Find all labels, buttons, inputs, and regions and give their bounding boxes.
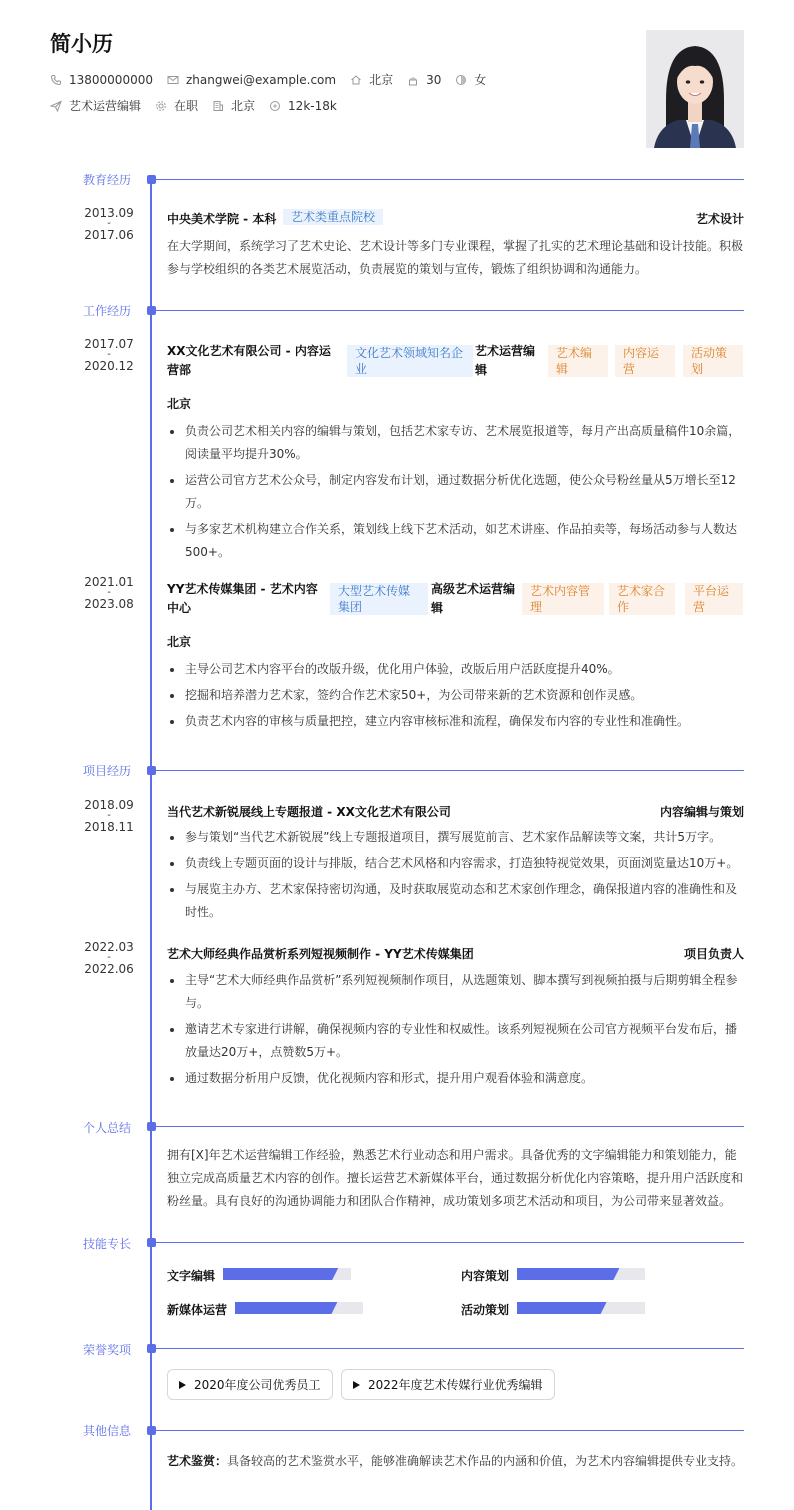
skill-bar [223,1268,351,1280]
skill-bar-fill [235,1302,337,1314]
work-skill-tag: 平台运营 [685,583,743,615]
section-marker [147,1238,156,1247]
list-item: 运营公司官方艺术公众号，制定内容发布计划，通过数据分析优化选题，使公众号粉丝量从5万增长至12万。 [167,469,744,515]
project-date: 2022.03 - 2022.06 [84,940,134,976]
section-title-work: 工作经历 [83,304,132,318]
work-skill-tag: 内容运营 [615,345,675,377]
education-tag: 艺术类重点院校 [283,209,383,225]
award-item [341,1369,555,1400]
skill-bar [517,1268,645,1280]
age-item [407,73,441,87]
section-marker [147,1122,156,1131]
date-start: 2013.09 [84,206,134,220]
education-title: 中央美术学院 - 本科 [167,212,277,226]
work-role: 高级艺术运营编辑 [431,582,516,615]
date-start: 2018.09 [84,798,134,812]
education-description: 在大学期间，系统学习了艺术史论、艺术设计等多门专业课程，掌握了扎实的艺术理论基础和设计技能。积极参与学校组织的各类艺术展览活动，负责展览的策划与宣传，锻炼了组织协调和沟通能力。 [167,239,744,276]
section-divider [156,310,744,311]
send-icon [50,100,62,112]
skill-bar-fill [517,1268,619,1280]
section-divider [156,1126,744,1127]
timeline-line [150,178,152,1510]
email-item [167,73,336,87]
other-label: 艺术鉴赏： [167,1454,228,1468]
play-icon [179,1381,186,1389]
work-location: 北京 [167,635,192,649]
section-divider [156,1430,744,1431]
list-item: 负责艺术内容的审核与质量把控，建立内容审核标准和流程，确保发布内容的专业性和准确性。 [167,710,744,733]
section-marker [147,1344,156,1353]
work-skill-tag: 活动策划 [683,345,743,377]
project-title: 当代艺术新锐展线上专题报道 - XX文化艺术有限公司 [167,805,451,819]
education-date: 2013.09 - 2017.06 [84,206,134,242]
position-text: 艺术运营编辑 [69,99,142,113]
work-location: 北京 [167,397,192,411]
date-start: 2022.03 [84,940,134,954]
city-text: 北京 [369,73,394,87]
section-marker [147,1426,156,1435]
work-title: YY艺术传媒集团 - 艺术内容中心 [167,582,318,615]
work-bullets [167,658,744,736]
gear-icon [155,100,167,112]
list-item: 与展览主办方、艺术家保持密切沟通，及时获取展览动态和艺术家创作理念，确保报道内容的准确性和及时性。 [167,878,744,924]
date-start: 2017.07 [84,337,134,351]
date-end: 2022.06 [84,962,134,976]
other-info [167,1452,743,1469]
date-end: 2017.06 [84,228,134,242]
work-bullets [167,420,744,567]
project-bullets [167,826,744,927]
list-item: 参与策划“当代艺术新锐展”线上专题报道项目，撰写展览前言、艺术家作品解读等文案，共计5万字。 [167,826,744,849]
section-title-other: 其他信息 [83,1424,132,1438]
date-start: 2021.01 [84,575,134,589]
work-city-text: 北京 [231,99,256,113]
skill-name: 活动策划 [461,1303,510,1317]
skill-bar-fill [223,1268,338,1280]
work-skill-tag: 艺术内容管理 [522,583,604,615]
status-item [155,97,198,114]
skill-name: 新媒体运营 [167,1303,228,1317]
skill-name: 内容策划 [461,1269,510,1283]
phone-item [50,73,153,87]
skill-name: 文字编辑 [167,1269,216,1283]
city-item [350,71,393,88]
gender-item [455,71,486,88]
section-marker [147,175,156,184]
project-date: 2018.09 - 2018.11 [84,798,134,834]
email-text: zhangwei@example.com [185,72,337,87]
award-item [167,1369,333,1400]
list-item: 挖掘和培养潜力艺术家，签约合作艺术家50+，为公司带来新的艺术资源和创作灵感。 [167,684,744,707]
work-company-tag: 文化艺术领域知名企业 [347,345,473,377]
date-end: 2020.12 [84,359,134,373]
section-title-awards: 荣誉奖项 [83,1343,132,1357]
project-role: 项目负责人 [683,947,744,961]
gender-icon [455,74,467,86]
award-text: 2022年度艺术传媒行业优秀编辑 [368,1378,543,1392]
project-role: 内容编辑与策划 [659,805,744,819]
work-role: 艺术运营编辑 [475,344,536,377]
status-text: 在职 [174,99,199,113]
age-text: 30 [426,72,442,87]
section-divider [156,179,744,180]
work-company-tag: 大型艺术传媒集团 [330,583,428,615]
date-end: 2018.11 [84,820,134,834]
other-text: 具备较高的艺术鉴赏水平，能够准确解读艺术作品的内涵和价值，为艺术内容编辑提供专业支持。 [227,1454,744,1468]
list-item: 负责公司艺术相关内容的编辑与策划，包括艺术家专访、艺术展览报道等，每月产出高质量稿件10余篇，阅读量平均提升30%。 [167,420,744,466]
section-title-summary: 个人总结 [83,1121,132,1135]
section-divider [156,1348,744,1349]
section-title-skills: 技能专长 [83,1237,132,1251]
work-date: 2017.07 - 2020.12 [84,337,134,373]
work-skill-tag: 艺术家合作 [609,583,675,615]
phone-text: 13800000000 [69,72,153,87]
coin-icon [269,100,281,112]
salary-item [269,99,337,113]
list-item: 通过数据分析用户反馈，优化视频内容和形式，提升用户观看体验和满意度。 [167,1067,744,1090]
list-item: 主导公司艺术内容平台的改版升级，优化用户体验，改版后用户活跃度提升40%。 [167,658,744,681]
work-title: XX文化艺术有限公司 - 内容运营部 [167,344,331,377]
age-icon [407,74,419,86]
education-major: 艺术设计 [695,212,744,226]
resume-name: 简小历 [50,32,113,56]
project-title: 艺术大师经典作品赏析系列短视频制作 - YY艺术传媒集团 [167,947,474,961]
building-icon [212,100,224,112]
skill-bar [517,1302,645,1314]
profile-photo [646,30,744,148]
section-title-education: 教育经历 [83,173,132,187]
section-marker [147,766,156,775]
work-city-item [212,97,255,114]
home-icon [350,74,362,86]
job-intent-row [50,97,351,114]
award-text: 2020年度公司优秀员工 [194,1378,321,1392]
section-title-projects: 项目经历 [83,764,132,778]
contact-row [50,71,500,88]
gender-text: 女 [474,73,487,87]
skill-bar [235,1302,363,1314]
list-item: 与多家艺术机构建立合作关系，策划线上线下艺术活动，如艺术讲座、作品拍卖等，每场活动参与人数达500+。 [167,518,744,564]
section-marker [147,306,156,315]
work-skill-tag: 艺术编辑 [548,345,608,377]
phone-icon [50,74,62,86]
date-end: 2023.08 [84,597,134,611]
mail-icon [167,74,179,86]
salary-text: 12k-18k [288,98,337,113]
work-date: 2021.01 - 2023.08 [84,575,134,611]
skill-bar-fill [517,1302,607,1314]
project-bullets [167,969,744,1093]
position-item [50,97,141,114]
list-item: 负责线上专题页面的设计与排版，结合艺术风格和内容需求，打造独特视觉效果，页面浏览量达10万+。 [167,852,744,875]
play-icon [353,1381,360,1389]
summary-text: 拥有[X]年艺术运营编辑工作经验，熟悉艺术行业动态和用户需求。具备优秀的文字编辑能力和策划能力，能独立完成高质量艺术内容的创作。擅长运营艺术新媒体平台，通过数据分析优化内容策略，提升用户活跃度和粉丝量。具有良好的沟通协调能力和团队合作精神，成功策划多项艺术活动和项目，为公司带来显著效益。 [167,1148,744,1208]
section-divider [156,1242,744,1243]
list-item: 邀请艺术专家进行讲解，确保视频内容的专业性和权威性。该系列短视频在公司官方视频平台发布后，播放量达20万+，点赞数5万+。 [167,1018,744,1064]
list-item: 主导“艺术大师经典作品赏析”系列短视频制作项目，从选题策划、脚本撰写到视频拍摄与后期剪辑全程参与。 [167,969,744,1015]
section-divider [156,770,744,771]
